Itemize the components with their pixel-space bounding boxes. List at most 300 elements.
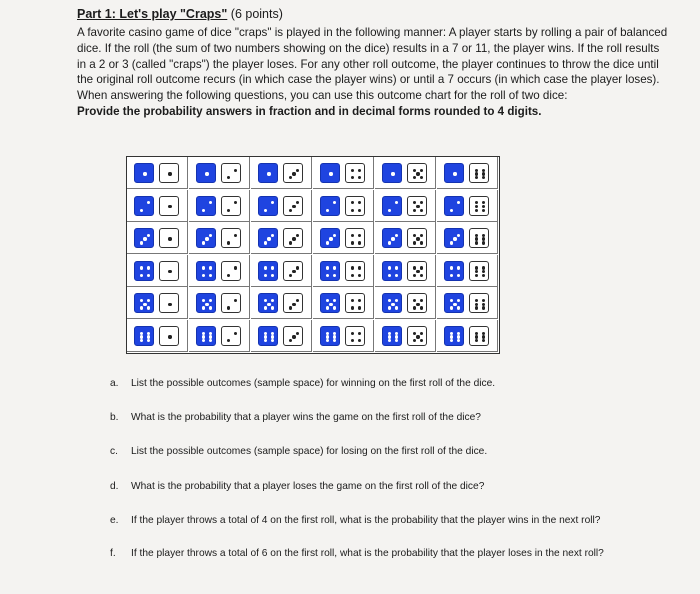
question-f <box>110 548 604 559</box>
intro-line: A favorite casino game of dice "craps" is played in the following manner: A player starts by rolling a pair of balanced <box>77 26 668 39</box>
dice-outcome-chart <box>126 156 500 354</box>
die-pip <box>168 303 171 306</box>
die-pip <box>271 274 274 277</box>
die-pip <box>140 306 143 309</box>
blue-die-4 <box>382 261 402 281</box>
die-pip <box>296 332 299 335</box>
die-pip <box>453 172 456 175</box>
dice-outcome-cell <box>127 190 188 222</box>
die-pip <box>351 241 354 244</box>
white-die-1 <box>159 261 179 281</box>
die-pip <box>388 274 391 277</box>
blue-die-3 <box>134 228 154 248</box>
die-pip <box>168 270 171 273</box>
die-pip <box>140 299 143 302</box>
blue-die-3 <box>382 228 402 248</box>
blue-die-4 <box>320 261 340 281</box>
die-pip <box>292 172 295 175</box>
die-pip <box>168 205 171 208</box>
die-pip <box>264 241 267 244</box>
die-pip <box>475 306 478 309</box>
die-pip <box>457 306 460 309</box>
blue-die-5 <box>196 293 216 313</box>
die-pip <box>475 209 478 212</box>
intro-paragraph <box>77 25 682 120</box>
die-pip <box>209 299 212 302</box>
die-pip <box>326 339 329 342</box>
die-pip <box>326 299 329 302</box>
die-pip <box>147 266 150 269</box>
dice-outcome-cell <box>127 157 188 189</box>
die-pip <box>453 303 456 306</box>
white-die-6 <box>469 326 489 346</box>
question-label: f. <box>110 548 116 559</box>
die-pip <box>264 209 267 212</box>
dice-outcome-cell <box>127 287 188 319</box>
dice-outcome-cell <box>189 157 250 189</box>
blue-die-6 <box>320 326 340 346</box>
white-die-1 <box>159 228 179 248</box>
die-pip <box>420 332 423 335</box>
white-die-4 <box>345 228 365 248</box>
die-pip <box>264 299 267 302</box>
die-pip <box>227 306 230 309</box>
die-pip <box>388 209 391 212</box>
die-pip <box>333 201 336 204</box>
die-pip <box>416 172 419 175</box>
blue-die-2 <box>382 196 402 216</box>
blue-die-3 <box>320 228 340 248</box>
white-die-5 <box>407 293 427 313</box>
die-pip <box>450 274 453 277</box>
die-pip <box>358 234 361 237</box>
question-label: a. <box>110 378 119 389</box>
die-pip <box>413 169 416 172</box>
die-pip <box>326 274 329 277</box>
die-pip <box>289 339 292 342</box>
die-pip <box>420 266 423 269</box>
die-pip <box>147 274 150 277</box>
die-pip <box>143 303 146 306</box>
die-pip <box>351 274 354 277</box>
white-die-4 <box>345 326 365 346</box>
die-pip <box>475 270 478 273</box>
die-pip <box>475 274 478 277</box>
die-pip <box>453 237 456 240</box>
die-pip <box>358 266 361 269</box>
question-text: What is the probability that a player wins the game on the first roll of the dice? <box>131 412 481 423</box>
die-pip <box>264 274 267 277</box>
white-die-6 <box>469 228 489 248</box>
die-pip <box>420 234 423 237</box>
die-pip <box>296 169 299 172</box>
die-pip <box>420 306 423 309</box>
die-pip <box>234 201 237 204</box>
question-e <box>110 515 600 526</box>
die-pip <box>227 339 230 342</box>
die-pip <box>326 266 329 269</box>
question-text: If the player throws a total of 6 on the first roll, what is the probability that the player loses in the next roll? <box>131 548 604 559</box>
die-pip <box>209 339 212 342</box>
die-pip <box>351 201 354 204</box>
die-pip <box>413 266 416 269</box>
die-pip <box>450 339 453 342</box>
die-pip <box>333 266 336 269</box>
white-die-6 <box>469 196 489 216</box>
die-pip <box>333 306 336 309</box>
dice-outcome-cell <box>313 190 374 222</box>
dice-outcome-cell <box>437 255 498 287</box>
dice-outcome-cell <box>313 255 374 287</box>
white-die-3 <box>283 196 303 216</box>
die-pip <box>329 303 332 306</box>
die-pip <box>351 266 354 269</box>
white-die-3 <box>283 293 303 313</box>
blue-die-2 <box>134 196 154 216</box>
die-pip <box>482 205 485 208</box>
die-pip <box>326 209 329 212</box>
white-die-2 <box>221 228 241 248</box>
white-die-3 <box>283 228 303 248</box>
intro-line: dice. If the roll (the sum of two numbers showing on the dice) results in a 7 or 11, the player wins. If the roll results <box>77 41 660 55</box>
die-pip <box>292 303 295 306</box>
instruction-line: Provide the probability answers in fraction and in decimal forms rounded to 4 digits. <box>77 104 542 118</box>
die-pip <box>296 299 299 302</box>
die-pip <box>413 241 416 244</box>
die-pip <box>168 237 171 240</box>
question-d <box>110 481 484 492</box>
die-pip <box>202 306 205 309</box>
die-pip <box>289 241 292 244</box>
dice-outcome-cell <box>189 320 250 352</box>
white-die-3 <box>283 163 303 183</box>
die-pip <box>333 299 336 302</box>
die-pip <box>413 176 416 179</box>
dice-outcome-cell <box>189 190 250 222</box>
die-pip <box>457 339 460 342</box>
white-die-1 <box>159 196 179 216</box>
die-pip <box>416 237 419 240</box>
die-pip <box>271 339 274 342</box>
white-die-3 <box>283 261 303 281</box>
dice-outcome-cell <box>251 222 312 254</box>
white-die-1 <box>159 326 179 346</box>
die-pip <box>209 266 212 269</box>
die-pip <box>395 339 398 342</box>
dice-outcome-cell <box>437 157 498 189</box>
white-die-5 <box>407 261 427 281</box>
die-pip <box>420 209 423 212</box>
die-pip <box>457 274 460 277</box>
white-die-2 <box>221 326 241 346</box>
dice-outcome-cell <box>127 320 188 352</box>
die-pip <box>358 169 361 172</box>
die-pip <box>289 209 292 212</box>
part-heading: Part 1: Let's play "Craps" <box>77 7 228 21</box>
die-pip <box>457 266 460 269</box>
die-pip <box>234 266 237 269</box>
die-pip <box>482 176 485 179</box>
die-pip <box>202 274 205 277</box>
die-pip <box>358 209 361 212</box>
die-pip <box>475 176 478 179</box>
die-pip <box>264 306 267 309</box>
die-pip <box>388 306 391 309</box>
die-pip <box>296 201 299 204</box>
die-pip <box>416 270 419 273</box>
die-pip <box>234 299 237 302</box>
die-pip <box>202 299 205 302</box>
die-pip <box>420 169 423 172</box>
die-pip <box>395 234 398 237</box>
blue-die-4 <box>258 261 278 281</box>
white-die-4 <box>345 293 365 313</box>
die-pip <box>271 306 274 309</box>
die-pip <box>202 241 205 244</box>
die-pip <box>351 339 354 342</box>
blue-die-6 <box>258 326 278 346</box>
question-c <box>110 446 487 457</box>
white-die-1 <box>159 293 179 313</box>
dice-outcome-cell <box>313 222 374 254</box>
die-pip <box>475 299 478 302</box>
die-pip <box>205 172 208 175</box>
white-die-5 <box>407 163 427 183</box>
blue-die-6 <box>382 326 402 346</box>
dice-outcome-cell <box>375 320 436 352</box>
die-pip <box>292 270 295 273</box>
dice-outcome-cell <box>251 320 312 352</box>
die-pip <box>413 299 416 302</box>
die-pip <box>420 201 423 204</box>
die-pip <box>333 339 336 342</box>
die-pip <box>450 241 453 244</box>
blue-die-2 <box>320 196 340 216</box>
die-pip <box>202 266 205 269</box>
blue-die-5 <box>320 293 340 313</box>
die-pip <box>482 201 485 204</box>
blue-die-5 <box>258 293 278 313</box>
die-pip <box>234 332 237 335</box>
blue-die-4 <box>444 261 464 281</box>
die-pip <box>333 274 336 277</box>
dice-outcome-cell <box>127 255 188 287</box>
die-pip <box>147 234 150 237</box>
white-die-4 <box>345 163 365 183</box>
blue-die-1 <box>134 163 154 183</box>
die-pip <box>358 332 361 335</box>
die-pip <box>358 299 361 302</box>
die-pip <box>391 237 394 240</box>
white-die-6 <box>469 293 489 313</box>
white-die-2 <box>221 163 241 183</box>
blue-die-3 <box>444 228 464 248</box>
die-pip <box>205 237 208 240</box>
die-pip <box>482 339 485 342</box>
die-pip <box>358 201 361 204</box>
die-pip <box>482 299 485 302</box>
die-pip <box>296 234 299 237</box>
die-pip <box>388 339 391 342</box>
die-pip <box>209 201 212 204</box>
dice-outcome-cell <box>375 222 436 254</box>
die-pip <box>168 335 171 338</box>
die-pip <box>395 201 398 204</box>
die-pip <box>457 234 460 237</box>
die-pip <box>140 339 143 342</box>
blue-die-1 <box>382 163 402 183</box>
die-pip <box>147 339 150 342</box>
die-pip <box>420 339 423 342</box>
die-pip <box>391 172 394 175</box>
dice-outcome-cell <box>251 255 312 287</box>
die-pip <box>227 209 230 212</box>
die-pip <box>289 176 292 179</box>
blue-die-2 <box>196 196 216 216</box>
die-pip <box>475 241 478 244</box>
die-pip <box>450 266 453 269</box>
die-pip <box>416 205 419 208</box>
white-die-6 <box>469 261 489 281</box>
points-label: (6 points) <box>230 7 283 21</box>
die-pip <box>413 209 416 212</box>
blue-die-6 <box>134 326 154 346</box>
dice-outcome-cell <box>375 157 436 189</box>
die-pip <box>482 274 485 277</box>
die-pip <box>395 274 398 277</box>
die-pip <box>271 234 274 237</box>
die-pip <box>209 306 212 309</box>
die-pip <box>395 306 398 309</box>
die-pip <box>358 176 361 179</box>
white-die-3 <box>283 326 303 346</box>
white-die-2 <box>221 293 241 313</box>
die-pip <box>329 172 332 175</box>
die-pip <box>205 303 208 306</box>
die-pip <box>395 266 398 269</box>
white-die-2 <box>221 196 241 216</box>
dice-outcome-cell <box>437 287 498 319</box>
die-pip <box>143 172 146 175</box>
question-a <box>110 378 495 389</box>
die-pip <box>420 241 423 244</box>
question-label: b. <box>110 412 119 423</box>
die-pip <box>388 241 391 244</box>
die-pip <box>209 274 212 277</box>
die-pip <box>351 176 354 179</box>
die-pip <box>351 169 354 172</box>
die-pip <box>351 306 354 309</box>
blue-die-4 <box>134 261 154 281</box>
die-pip <box>289 306 292 309</box>
die-pip <box>416 335 419 338</box>
intro-line: When answering the following questions, you can use this outcome chart for the roll of two dice: <box>77 89 568 103</box>
die-pip <box>227 176 230 179</box>
die-pip <box>391 303 394 306</box>
die-pip <box>482 209 485 212</box>
blue-die-6 <box>196 326 216 346</box>
die-pip <box>450 209 453 212</box>
intro-line: the original roll outcome recurs (in which case the player wins) or until a 7 occurs (in which case the player loses). <box>77 73 660 87</box>
die-pip <box>209 234 212 237</box>
die-pip <box>267 237 270 240</box>
blue-die-3 <box>196 228 216 248</box>
question-label: e. <box>110 515 119 526</box>
die-pip <box>482 270 485 273</box>
blue-die-5 <box>382 293 402 313</box>
dice-outcome-cell <box>189 255 250 287</box>
white-die-5 <box>407 196 427 216</box>
question-text: What is the probability that a player loses the game on the first roll of the dice? <box>131 481 485 492</box>
die-pip <box>358 306 361 309</box>
question-text: List the possible outcomes (sample space) for losing on the first roll of the dice. <box>131 446 488 457</box>
dice-outcome-cell <box>251 287 312 319</box>
blue-die-6 <box>444 326 464 346</box>
die-pip <box>147 201 150 204</box>
die-pip <box>475 205 478 208</box>
die-pip <box>413 332 416 335</box>
white-die-5 <box>407 228 427 248</box>
die-pip <box>351 209 354 212</box>
dice-outcome-cell <box>375 255 436 287</box>
question-text: If the player throws a total of 4 on the first roll, what is the probability that the player wins in the next roll? <box>131 515 601 526</box>
die-pip <box>358 274 361 277</box>
blue-die-1 <box>196 163 216 183</box>
die-pip <box>457 201 460 204</box>
die-pip <box>351 332 354 335</box>
page-title <box>77 7 283 21</box>
dice-outcome-cell <box>313 157 374 189</box>
die-pip <box>388 299 391 302</box>
blue-die-3 <box>258 228 278 248</box>
dice-outcome-cell <box>127 222 188 254</box>
blue-die-1 <box>320 163 340 183</box>
die-pip <box>140 274 143 277</box>
die-pip <box>326 306 329 309</box>
die-pip <box>292 237 295 240</box>
dice-outcome-cell <box>437 320 498 352</box>
die-pip <box>227 274 230 277</box>
die-pip <box>264 266 267 269</box>
die-pip <box>267 172 270 175</box>
die-pip <box>413 274 416 277</box>
die-pip <box>413 234 416 237</box>
die-pip <box>475 201 478 204</box>
die-pip <box>450 299 453 302</box>
white-die-4 <box>345 196 365 216</box>
blue-die-5 <box>444 293 464 313</box>
die-pip <box>388 266 391 269</box>
dice-outcome-cell <box>437 190 498 222</box>
die-pip <box>420 176 423 179</box>
blue-die-1 <box>444 163 464 183</box>
die-pip <box>395 299 398 302</box>
die-pip <box>420 299 423 302</box>
die-pip <box>420 274 423 277</box>
die-pip <box>168 172 171 175</box>
die-pip <box>333 234 336 237</box>
blue-die-2 <box>258 196 278 216</box>
dice-outcome-cell <box>251 157 312 189</box>
die-pip <box>413 306 416 309</box>
blue-die-5 <box>134 293 154 313</box>
intro-line: in a 2 or 3 (called "craps") the player loses. For any other roll outcome, the player continues to throw the dice until <box>77 57 659 71</box>
dice-outcome-cell <box>251 190 312 222</box>
die-pip <box>147 299 150 302</box>
die-pip <box>140 241 143 244</box>
die-pip <box>271 201 274 204</box>
die-pip <box>351 234 354 237</box>
